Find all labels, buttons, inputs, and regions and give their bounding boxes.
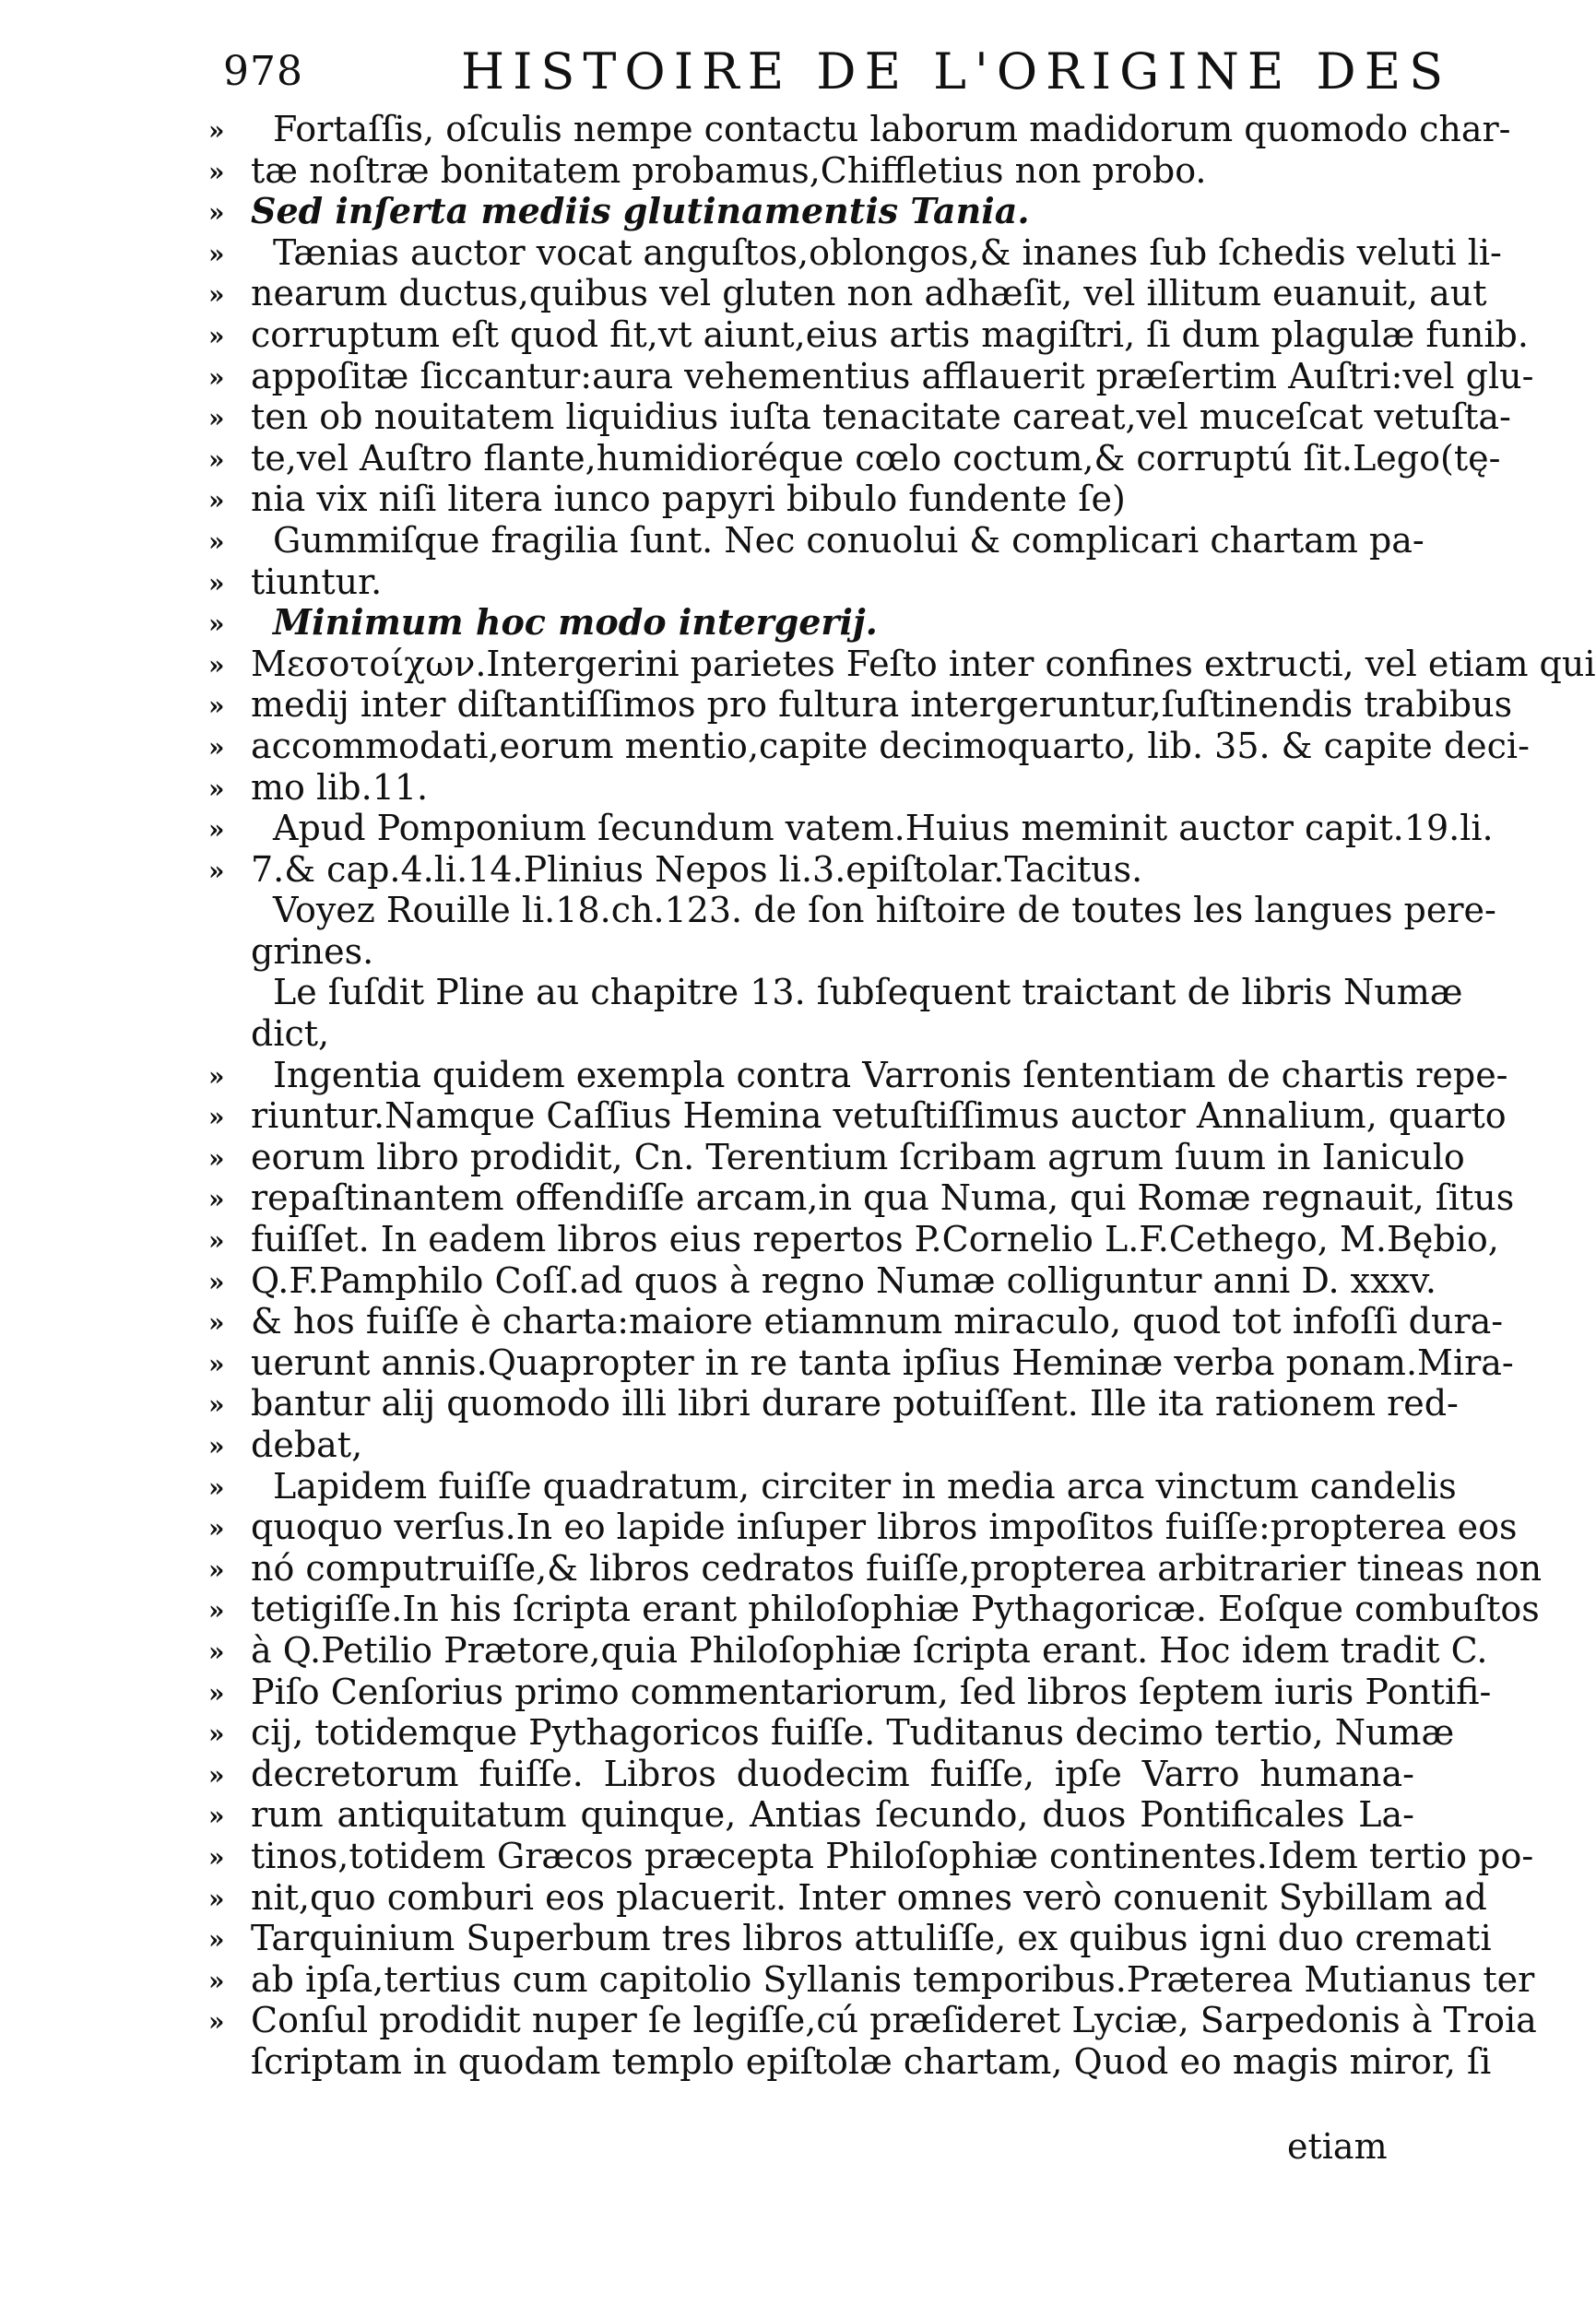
quote-mark: » xyxy=(208,526,225,557)
line-text: Μεσοτοίχων.Intergerini parietes Feſto inter confines extructi, vel etiam qui xyxy=(251,643,1596,684)
text-line xyxy=(0,849,1543,891)
quote-mark: » xyxy=(208,1801,225,1832)
text-line xyxy=(0,1013,1543,1055)
text-line xyxy=(0,726,1543,767)
text-line xyxy=(0,1959,1543,2001)
text-line xyxy=(0,931,1543,973)
quote-mark: » xyxy=(208,1759,225,1791)
line-text: uerunt annis.Quapropter in re tanta ipſius Heminæ verba ponam.Mira- xyxy=(251,1342,1514,1383)
line-text: Fortaſſis, oſculis nempe contactu laborum madidorum quomodo char- xyxy=(273,109,1511,149)
line-text: tæ noſtræ bonitatem probamus,Chiffletius non probo. xyxy=(251,149,1207,191)
text-line xyxy=(0,602,1543,644)
line-text: riuntur.Namque Caſſius Hemina vetuſtiſſimus auctor Annalium, quarto xyxy=(251,1095,1507,1137)
text-line xyxy=(0,1754,1543,1795)
text-line xyxy=(0,1548,1543,1590)
text-line xyxy=(0,273,1543,314)
text-line xyxy=(0,1712,1543,1754)
text-line xyxy=(0,1877,1543,1919)
text-line xyxy=(0,191,1543,232)
line-text: ſcriptam in quodam templo epiſtolæ chartam, Quod eo magis miror, ſi xyxy=(251,2040,1492,2082)
text-line xyxy=(0,1055,1543,1096)
quote-mark: » xyxy=(208,361,225,393)
line-text: ab ipſa,tertius cum capitolio Syllanis temporibus.Præterea Mutianus ter xyxy=(251,1958,1535,2000)
text-line xyxy=(0,150,1543,192)
page-number: 978 xyxy=(223,48,303,95)
text-line xyxy=(0,1301,1543,1342)
text-line xyxy=(0,479,1543,520)
text-line xyxy=(0,2000,1543,2041)
quote-mark: » xyxy=(208,1719,225,1750)
quote-mark: » xyxy=(208,443,225,475)
quote-mark: » xyxy=(208,1965,225,1996)
line-text: Conſul prodidit nuper ſe legiſſe,cú præſideret Lyciæ, Sarpedonis à Troia xyxy=(251,2000,1537,2041)
quote-mark: » xyxy=(208,156,225,187)
text-line xyxy=(0,356,1543,397)
text-line xyxy=(0,1177,1543,1219)
line-text: repaſtinantem offendiſſe arcam,in qua Numa, qui Romæ regnauit, ſitus xyxy=(251,1177,1515,1219)
quote-mark: » xyxy=(208,773,225,804)
line-text: nearum ductus,quibus vel gluten non adhæſit, vel illitum euanuit, aut xyxy=(251,273,1487,314)
text-line xyxy=(0,972,1543,1013)
text-line xyxy=(0,396,1543,438)
text-line xyxy=(0,1918,1543,1959)
quote-mark: » xyxy=(208,1225,225,1257)
quote-mark: » xyxy=(208,1348,225,1379)
quote-mark: » xyxy=(208,1636,225,1667)
quote-mark: » xyxy=(208,1431,225,1461)
line-text: Le ſuſdit Pline au chapitre 13. ſubſequent traictant de libris Numæ xyxy=(273,972,1463,1013)
text-line xyxy=(0,1507,1543,1548)
text-line xyxy=(0,1672,1543,1713)
text-line xyxy=(0,1589,1543,1630)
catchword: etiam xyxy=(1287,2126,1388,2167)
quote-mark: » xyxy=(208,1184,225,1215)
quote-mark: » xyxy=(208,691,225,722)
text-line xyxy=(0,767,1543,809)
line-text: rum antiquitatum quinque, Antias ſecundo, duos Pontificales La- xyxy=(251,1794,1414,1836)
quote-mark: » xyxy=(208,1266,225,1297)
quote-mark: » xyxy=(208,731,225,762)
text-line xyxy=(0,2041,1543,2083)
quote-mark: » xyxy=(208,855,225,886)
line-text: à Q.Petilio Prætore,quia Philoſophiæ ſcripta erant. Hoc idem tradit C. xyxy=(251,1629,1488,1671)
quote-mark: » xyxy=(208,403,225,434)
page-body xyxy=(0,109,1596,2083)
quote-mark: » xyxy=(208,485,225,516)
quote-mark: » xyxy=(208,609,225,640)
line-text: dict, xyxy=(251,1013,330,1055)
quote-mark: » xyxy=(208,2006,225,2038)
quote-mark: » xyxy=(208,320,225,351)
quote-mark: » xyxy=(208,1389,225,1421)
quote-mark: » xyxy=(208,197,225,229)
line-text: corruptum eſt quod fit,vt aiunt,eius artis magiſtri, ſi dum plagulæ funib. xyxy=(251,313,1529,355)
quote-mark: » xyxy=(208,649,225,680)
quote-mark: » xyxy=(208,115,225,146)
line-text: nia vix niſi litera iunco papyri bibulo fundente ſe) xyxy=(251,479,1126,520)
line-text: Apud Pomponium ſecundum vatem.Huius meminit auctor capit.19.li. xyxy=(273,808,1494,849)
line-text: bantur alij quomodo illi libri durare potuiſſent. Ille ita rationem red- xyxy=(251,1383,1459,1424)
line-text: Tænias auctor vocat anguſtos,oblongos,& inanes ſub ſchedis veluti li- xyxy=(273,231,1502,273)
quote-mark: » xyxy=(208,1841,225,1873)
text-line xyxy=(0,561,1543,603)
line-text: Ingentia quidem exempla contra Varronis ſententiam de chartis repe- xyxy=(273,1054,1508,1095)
text-line xyxy=(0,314,1543,356)
quote-mark: » xyxy=(208,238,225,269)
line-text: & hos fuiſſe è charta:maiore etiamnum miraculo, quod tot infoſſi dura- xyxy=(251,1301,1504,1342)
quote-mark: » xyxy=(208,567,225,598)
line-text: Voyez Rouille li.18.ch.123. de ſon hiſtoire de toutes les langues pere- xyxy=(273,890,1496,931)
text-line xyxy=(0,808,1543,849)
quote-mark: » xyxy=(208,1060,225,1092)
text-line xyxy=(0,1630,1543,1672)
line-text: Gummiſque fragilia ſunt. Nec conuolui & complicari chartam pa- xyxy=(273,519,1425,561)
line-text: fuiſſet. In eadem libros eius repertos P.Cornelio L.F.Cethego, M.Bębio, xyxy=(251,1219,1499,1260)
quote-mark: » xyxy=(208,1883,225,1914)
line-text: te,vel Auſtro flante,humidioréque cœlo coctum,& corruptú ſit.Lego(tę- xyxy=(251,437,1501,479)
text-line xyxy=(0,1836,1543,1877)
line-text: Lapidem fuiſſe quadratum, circiter in media arca vinctum candelis xyxy=(273,1465,1457,1507)
text-line xyxy=(0,1794,1543,1836)
line-text: Tarquinium Superbum tres libros attuliſſe, ex quibus igni duo cremati xyxy=(251,1918,1492,1959)
text-line xyxy=(0,232,1543,274)
line-text: Piſo Cenſorius primo commentariorum, ſed libros ſeptem iuris Pontifi- xyxy=(251,1671,1492,1712)
text-line xyxy=(0,1095,1543,1137)
running-title: HISTOIRE DE L'ORIGINE DES xyxy=(461,42,1452,100)
text-line xyxy=(0,1342,1543,1384)
line-text: decretorum fuiſſe. Libros duodecim fuiſſe, ipſe Varro humana- xyxy=(251,1753,1414,1794)
line-text: tetigiſſe.In his ſcripta erant philoſophiæ Pythagoricæ. Eoſque combuſtos xyxy=(251,1589,1540,1630)
line-text: medij inter diſtantiſſimos pro fultura intergeruntur,ſuſtinendis trabibus xyxy=(251,684,1513,726)
line-text: cij, totidemque Pythagoricos fuiſſe. Tuditanus decimo tertio, Numæ xyxy=(251,1712,1455,1754)
quote-mark: » xyxy=(208,1677,225,1708)
text-line xyxy=(0,890,1543,931)
page-header xyxy=(223,42,1452,116)
text-line xyxy=(0,438,1543,479)
line-text: Sed inſerta mediis glutinamentis Tania. xyxy=(251,190,1030,232)
quote-mark: » xyxy=(208,1307,225,1339)
line-text: tinos,totidem Græcos præcepta Philoſophiæ continentes.Idem tertio po- xyxy=(251,1835,1534,1876)
text-line xyxy=(0,1466,1543,1507)
line-text: mo lib.11. xyxy=(251,766,429,808)
quote-mark: » xyxy=(208,814,225,845)
text-line xyxy=(0,1383,1543,1424)
line-text: quoquo verſus.In eo lapide inſuper libros impoſitos fuiſſe:propterea eos xyxy=(251,1507,1518,1548)
line-text: eorum libro prodidit, Cn. Terentium ſcribam agrum ſuum in Ianiculo xyxy=(251,1136,1465,1177)
quote-mark: » xyxy=(208,1595,225,1626)
line-text: tiuntur. xyxy=(251,561,383,602)
line-text: 7.& cap.4.li.14.Plinius Nepos li.3.epiſtolar.Tacitus. xyxy=(251,848,1143,890)
quote-mark: » xyxy=(208,1924,225,1956)
quote-mark: » xyxy=(208,1554,225,1585)
text-line xyxy=(0,684,1543,726)
line-text: accommodati,eorum mentio,capite decimoquarto, lib. 35. & capite deci- xyxy=(251,725,1530,766)
line-text: appoſitæ ſiccantur:aura vehementius afflauerit præſertim Auſtri:vel glu- xyxy=(251,355,1534,396)
line-text: grines. xyxy=(251,930,374,972)
line-text: Q.F.Pamphilo Coſſ.ad quos à regno Numæ colliguntur anni D. xxxv. xyxy=(251,1259,1436,1301)
text-line xyxy=(0,1424,1543,1466)
quote-mark: » xyxy=(208,1102,225,1133)
line-text: Minimum hoc modo intergerij. xyxy=(273,601,878,644)
quote-mark: » xyxy=(208,1513,225,1544)
quote-mark: » xyxy=(208,279,225,311)
text-line xyxy=(0,1260,1543,1302)
text-line xyxy=(0,643,1596,685)
quote-mark: » xyxy=(208,1472,225,1503)
text-line xyxy=(0,520,1543,561)
text-line xyxy=(0,1219,1543,1260)
quote-mark: » xyxy=(208,1142,225,1174)
line-text: nó computruiſſe,& libros cedratos fuiſſe,propterea arbitrarier tineas non xyxy=(251,1547,1543,1589)
text-line xyxy=(0,1137,1543,1178)
line-text: ten ob nouitatem liquidius iuſta tenacitate careat,vel muceſcat vetuſta- xyxy=(251,396,1511,438)
text-line xyxy=(0,109,1543,150)
line-text: nit,quo comburi eos placuerit. Inter omnes verò conuenit Sybillam ad xyxy=(251,1876,1487,1918)
line-text: debat, xyxy=(251,1424,363,1465)
